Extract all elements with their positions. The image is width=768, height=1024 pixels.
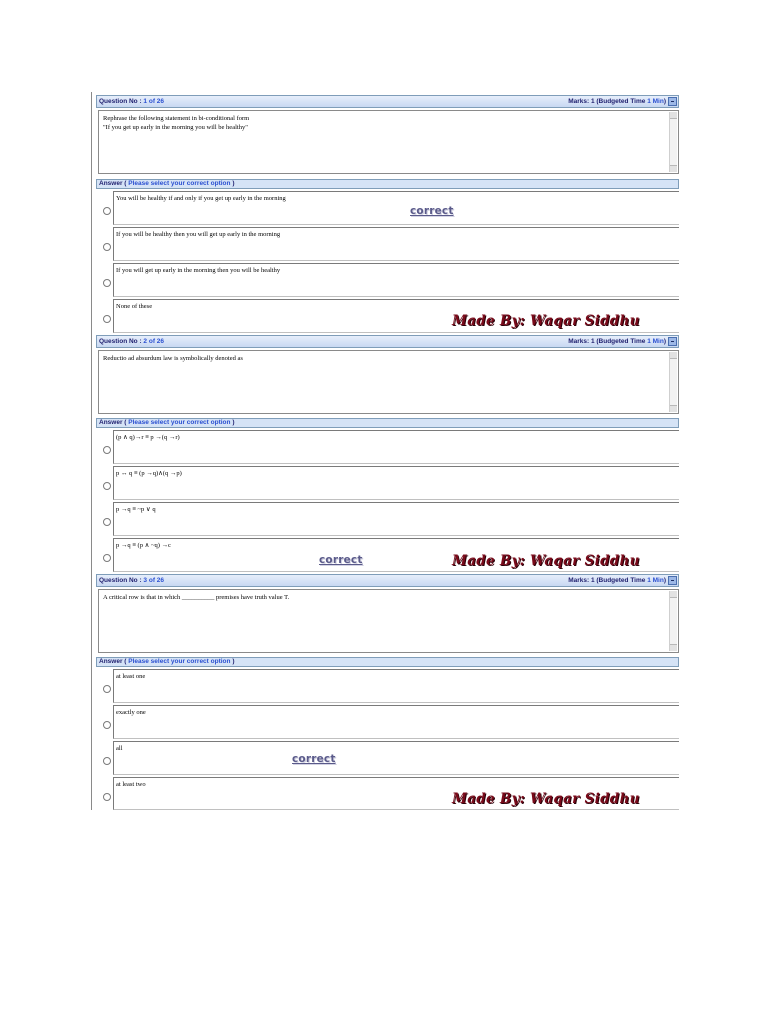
question-text-box[interactable] — [98, 589, 679, 653]
question-number: 3 of 26 — [143, 577, 165, 584]
credit-watermark: Made By: Waqar Siddhu — [452, 313, 640, 329]
question-number: 1 of 26 — [143, 98, 165, 105]
budgeted-time: 1 Min — [647, 98, 664, 105]
credit-watermark: Made By: Waqar Siddhu — [452, 553, 640, 569]
scrollbar[interactable] — [669, 352, 677, 412]
budgeted-time: 1 Min — [647, 577, 664, 584]
scrollbar[interactable] — [669, 112, 677, 172]
scroll-down-arrow-icon[interactable] — [670, 405, 677, 412]
option-text: You will be healthy if and only if you get up early in the morning — [113, 191, 679, 225]
radio-button[interactable] — [103, 207, 111, 215]
answer-label: Answer ( — [99, 658, 127, 665]
left-border — [91, 333, 92, 573]
question-label: Question No : — [99, 98, 142, 105]
answer-label: Answer ( — [99, 419, 127, 426]
scroll-up-arrow-icon[interactable] — [670, 591, 677, 598]
marks-label: Marks: 1 (Budgeted Time — [568, 577, 646, 584]
question-panel-1 — [96, 95, 679, 333]
answer-header: Answer ( Please select your correct option ) — [96, 179, 679, 189]
option-text: at least two — [113, 777, 679, 810]
answer-option-2[interactable] — [96, 705, 679, 739]
answer-option-2[interactable] — [96, 227, 679, 261]
option-text: If you will be healthy then you will get up early in the morning — [113, 227, 679, 261]
radio-button[interactable] — [103, 685, 111, 693]
collapse-icon[interactable] — [668, 337, 677, 346]
option-text: p →q ≡ ~p ∨ q — [113, 502, 679, 536]
question-text-line: Reductio ad absurdum law is symbolically denoted as — [103, 355, 243, 362]
marks-label: Marks: 1 (Budgeted Time — [568, 338, 646, 345]
collapse-icon[interactable] — [668, 576, 677, 585]
answer-prompt: Please select your correct option — [128, 658, 231, 665]
answer-option-1[interactable] — [96, 669, 679, 703]
credit-watermark: Made By: Waqar Siddhu — [452, 791, 640, 807]
radio-button[interactable] — [103, 721, 111, 729]
left-border — [91, 92, 92, 334]
option-text: p →q ≡ (p ∧ ~q) →c — [113, 538, 679, 572]
left-border — [91, 572, 92, 810]
option-text: If you will get up early in the morning then you will be healthy — [113, 263, 679, 297]
option-text: p ↔ q ≡ (p →q)∧(q →p) — [113, 466, 679, 500]
scroll-up-arrow-icon[interactable] — [670, 112, 677, 119]
radio-button[interactable] — [103, 757, 111, 765]
question-number: 2 of 26 — [143, 338, 165, 345]
answer-label: Answer ( — [99, 180, 127, 187]
radio-button[interactable] — [103, 482, 111, 490]
question-header: Question No : 2 of 26 Marks: 1 (Budgeted Time 1 Min) — [96, 335, 679, 348]
correct-answer-marker: correct — [292, 753, 336, 765]
radio-button[interactable] — [103, 518, 111, 526]
question-header: Question No : 1 of 26 Marks: 1 (Budgeted Time 1 Min) — [96, 95, 679, 108]
budgeted-time: 1 Min — [647, 338, 664, 345]
option-text: None of these — [113, 299, 679, 333]
radio-button[interactable] — [103, 793, 111, 801]
scroll-down-arrow-icon[interactable] — [670, 165, 677, 172]
option-text: exactly one — [113, 705, 679, 739]
question-panel-2 — [96, 335, 679, 573]
radio-button[interactable] — [103, 279, 111, 287]
question-text-line: "If you get up early in the morning you will be healthy" — [103, 123, 248, 131]
scroll-down-arrow-icon[interactable] — [670, 644, 677, 651]
answer-option-3[interactable] — [96, 741, 679, 775]
correct-answer-marker: correct — [319, 554, 363, 566]
answer-option-1[interactable] — [96, 430, 679, 464]
answer-prompt: Please select your correct option — [128, 180, 231, 187]
answer-prompt: Please select your correct option — [128, 419, 231, 426]
question-text-line: A critical row is that in which __________ premises have truth value T. — [103, 594, 290, 601]
question-text-box[interactable] — [98, 350, 679, 414]
answer-option-3[interactable] — [96, 263, 679, 297]
collapse-icon[interactable] — [668, 97, 677, 106]
marks-label: Marks: 1 (Budgeted Time — [568, 98, 646, 105]
radio-button[interactable] — [103, 243, 111, 251]
answer-header: Answer ( Please select your correct option ) — [96, 657, 679, 667]
question-panel-3 — [96, 574, 679, 810]
scroll-up-arrow-icon[interactable] — [670, 352, 677, 359]
scrollbar[interactable] — [669, 591, 677, 651]
question-text-box[interactable] — [98, 110, 679, 174]
option-text: (p ∧ q)→r ≡ p →(q →r) — [113, 430, 679, 464]
question-label: Question No : — [99, 577, 142, 584]
answer-header: Answer ( Please select your correct option ) — [96, 418, 679, 428]
question-header: Question No : 3 of 26 Marks: 1 (Budgeted Time 1 Min) — [96, 574, 679, 587]
question-text-line: Rephrase the following statement in bi-conditional form — [103, 115, 250, 122]
option-text: at least one — [113, 669, 679, 703]
question-label: Question No : — [99, 338, 142, 345]
radio-button[interactable] — [103, 446, 111, 454]
option-text: all — [113, 741, 679, 775]
answer-option-3[interactable] — [96, 502, 679, 536]
radio-button[interactable] — [103, 315, 111, 323]
answer-option-1[interactable] — [96, 191, 679, 225]
correct-answer-marker: correct — [410, 205, 454, 217]
radio-button[interactable] — [103, 554, 111, 562]
answer-option-2[interactable] — [96, 466, 679, 500]
